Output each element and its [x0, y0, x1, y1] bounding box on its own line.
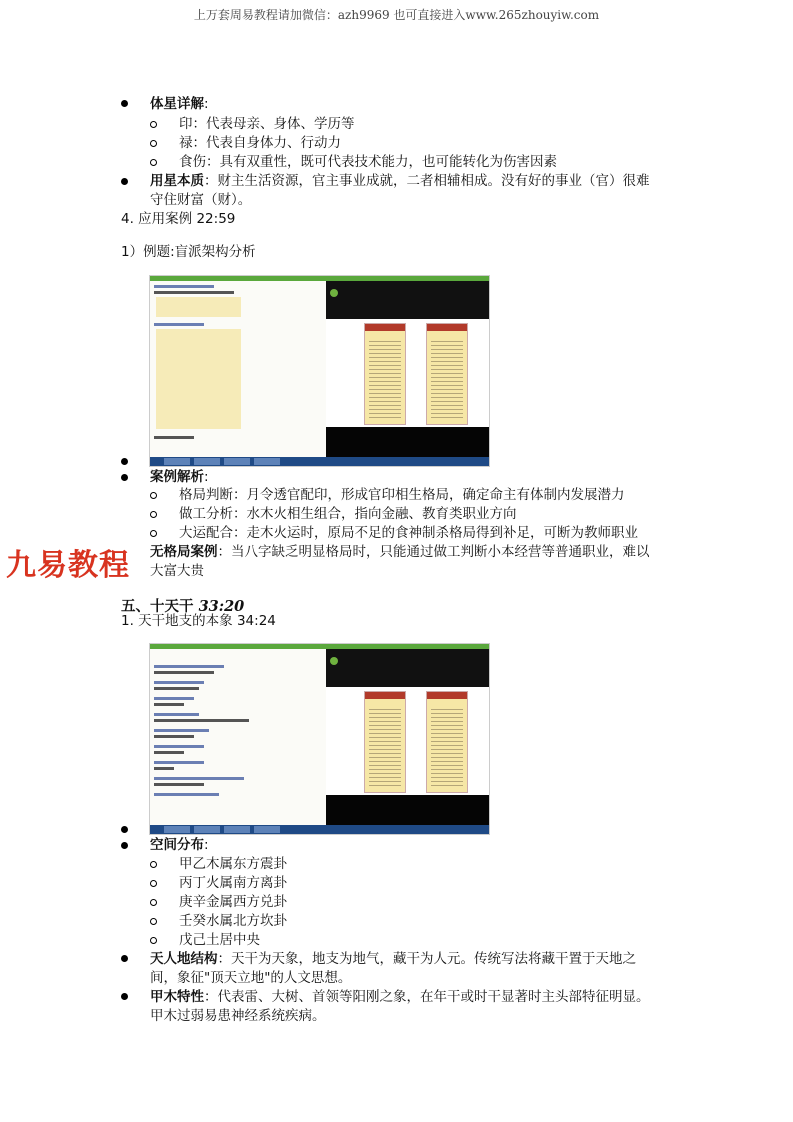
section-subheading: 1. 天干地支的本象 34:24: [121, 613, 276, 629]
item-heading: 空间分布:: [150, 837, 209, 853]
sub-bullet: [150, 899, 157, 906]
bullet: [121, 842, 128, 849]
item-heading: 案例解析:: [150, 469, 209, 485]
bullet: [121, 178, 128, 185]
example-title: 1）例题:盲派架构分析: [121, 244, 256, 260]
sub-item: 格局判断：月令透官配印，形成官印相生格局，确定命主有体制内发展潜力: [179, 487, 625, 503]
item-text: 间，象征"顶天立地"的人文思想。: [150, 970, 352, 986]
sub-bullet: [150, 159, 157, 166]
item-text: 用星本质：财主生活资源，官主事业成就，二者相辅相成。没有好的事业（官）很难: [150, 173, 650, 189]
sub-bullet: [150, 511, 157, 518]
item-text: 甲木过弱易患神经系统疾病。: [150, 1008, 326, 1024]
sub-item: 食伤：具有双重性，既可代表技术能力，也可能转化为伤害因素: [179, 154, 557, 170]
sub-bullet: [150, 880, 157, 887]
sub-item: 丙丁火属南方离卦: [179, 875, 287, 891]
bullet: [121, 955, 128, 962]
bullet: [121, 474, 128, 481]
sub-item: 壬癸水属北方坎卦: [179, 913, 287, 929]
sub-item: 印：代表母亲、身体、学历等: [179, 116, 355, 132]
page-header: 上万套周易教程请加微信：azh9969 也可直接进入www.265zhouyiw.com: [193, 8, 600, 22]
sub-bullet: [150, 140, 157, 147]
section-heading: 4. 应用案例 22:59: [121, 211, 236, 227]
sub-bullet: [150, 861, 157, 868]
item-text: 无格局案例：当八字缺乏明显格局时，只能通过做工判断小本经营等普通职业，难以: [150, 544, 650, 560]
bullet: [121, 100, 128, 107]
sub-item: 大运配合：走木火运时，原局不足的食神制杀格局得到补足，可断为教师职业: [179, 525, 638, 541]
sub-bullet: [150, 937, 157, 944]
item-text: 大富大贵: [150, 563, 204, 579]
item-text: 天人地结构：天干为天象，地支为地气，藏干为人元。传统写法将藏干置于天地之: [150, 951, 636, 967]
sub-item: 戊己土居中央: [179, 932, 260, 948]
bullet: [121, 993, 128, 1000]
screenshot-image: [149, 275, 490, 467]
sub-bullet: [150, 121, 157, 128]
item-heading: 体星详解:: [150, 96, 209, 112]
sub-item: 庚辛金属西方兑卦: [179, 894, 287, 910]
bullet: [121, 826, 128, 833]
sub-item: 甲乙木属东方震卦: [179, 856, 287, 872]
item-text: 守住财富（财）。: [150, 192, 252, 208]
sub-item: 禄：代表自身体力、行动力: [179, 135, 341, 151]
item-text: 甲木特性：代表雷、大树、首领等阳刚之象，在年干或时干显著时主头部特征明显。: [150, 989, 650, 1005]
sub-bullet: [150, 918, 157, 925]
bullet: [121, 458, 128, 465]
sub-item: 做工分析：水木火相生组合，指向金融、教育类职业方向: [179, 506, 517, 522]
screenshot-image: [149, 643, 490, 835]
section-heading: 五、十天干 33:20: [121, 598, 245, 615]
watermark-logo: 九易教程: [6, 548, 130, 583]
sub-bullet: [150, 530, 157, 537]
sub-bullet: [150, 492, 157, 499]
